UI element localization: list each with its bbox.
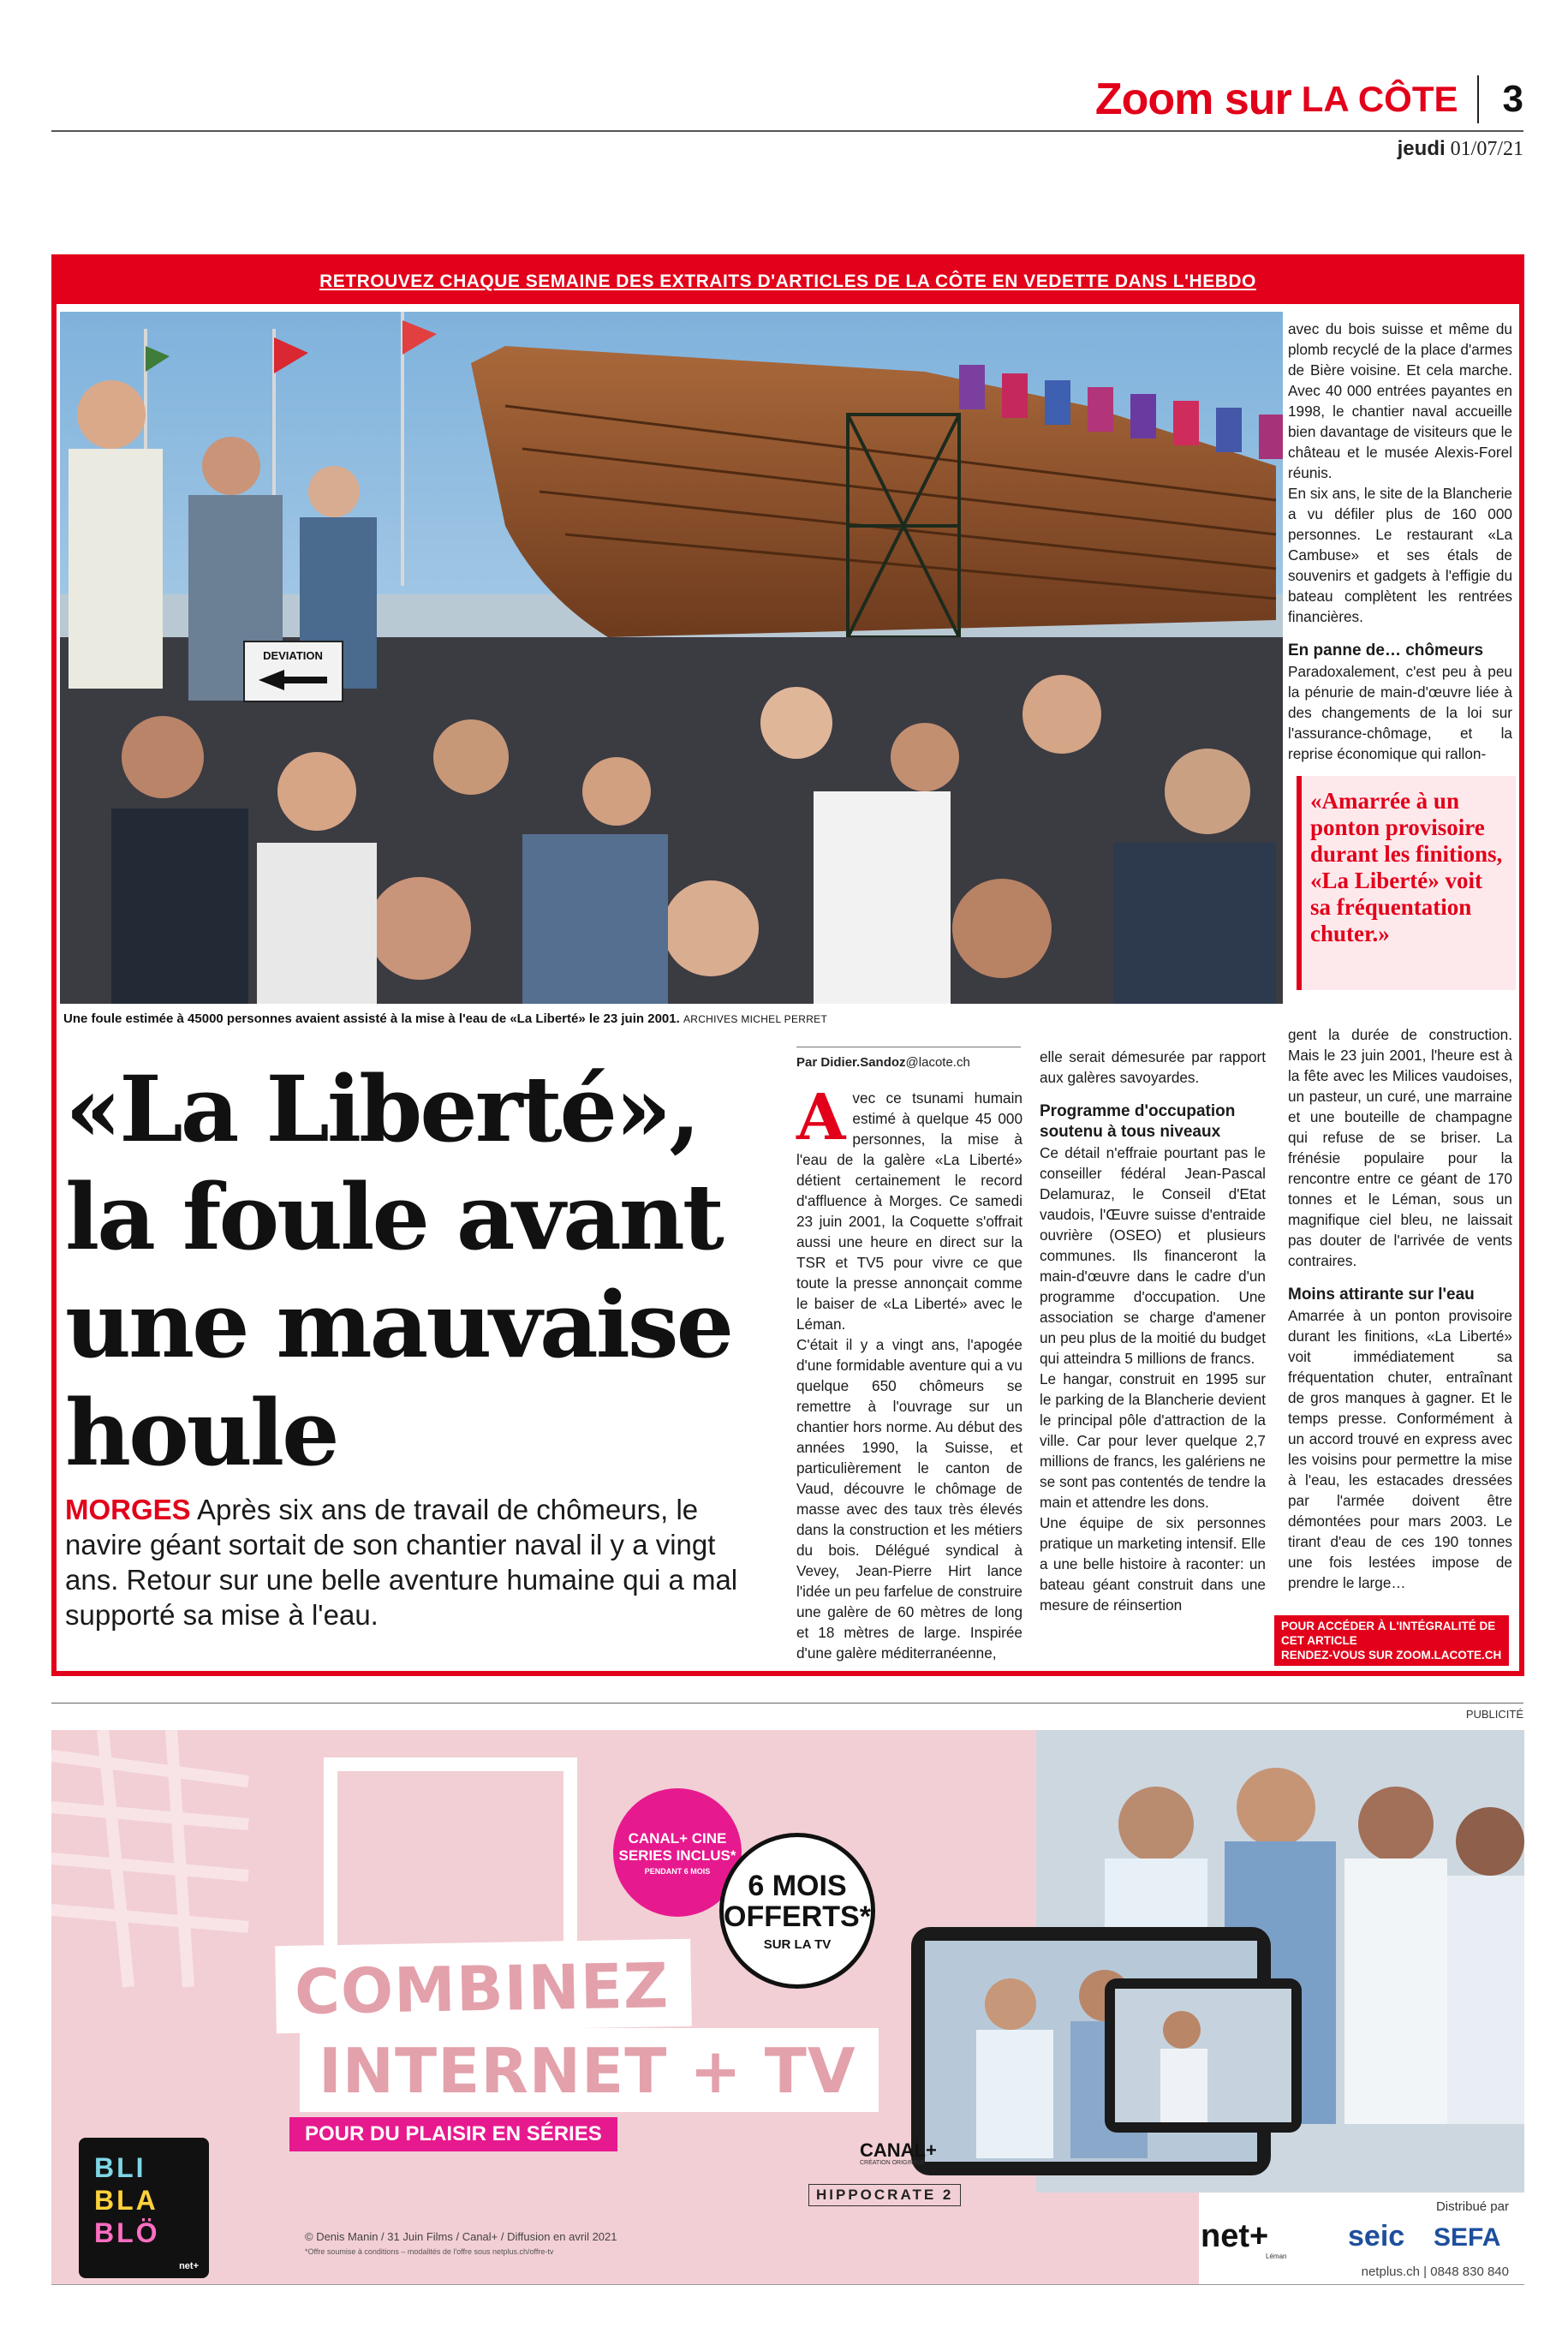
ad-disclaimer: *Offre soumise à conditions – modalités de l'offre sous netplus.ch/offre-tv bbox=[305, 2247, 554, 2256]
body-col2-paragraph-1: Ce détail n'effraie pourtant pas le conseiller fédéral Jean-Pascal Delamuraz, le Conseil d'Etat vaudois, l'Œuvre suisse d'entraide ouvrière (OSEO) et plusieurs communes. Ils financeront la main-d'œuvre dans le cadre d'un programme d'occupation. Une association se charge d'amener un peu plus de la moitié du budget qui atteindra 5 millions de francs. bbox=[1040, 1144, 1266, 1367]
body-col1-paragraph-1: vec ce tsunami humain estimé à quelque 45 000 personnes, la mise à l'eau de la galère «La Liberté» détient certainement le record d'affluence à Morges. Ce samedi 23 juin 2001, la Coquette s'offrait aussi une heure en direct sur la TSR et TV5 pour vivre ce que toute la presse annonçait comme le baiser de «La Liberté» avec le Léman. bbox=[796, 1089, 1022, 1333]
bliblablo-word-1: BLI bbox=[94, 2152, 146, 2183]
pullquote bbox=[1297, 776, 1516, 990]
bliblablo-word-3: BLÖ bbox=[94, 2217, 160, 2248]
canal-plus-sub: CRÉATION ORIGINALE bbox=[860, 2160, 925, 2166]
body-col2-paragraph-2: Le hangar, construit en 1995 sur le parking de la Blancherie devient le principal pôle d'attraction de la ville. Car pour lever quelque 2,7 millions de francs, les galériens ne se sont pas contentés de tendre la main et attendre les dons. bbox=[1040, 1370, 1266, 1511]
body-column-1 bbox=[796, 1081, 1022, 1663]
bliblablo-netplus: net+ bbox=[179, 2261, 199, 2271]
body-col2-subhead: Programme d'occupation soutenu à tous niveaux bbox=[1040, 1102, 1236, 1141]
ad-headline-1: COMBINEZ bbox=[275, 1939, 692, 2033]
photo-illustration bbox=[60, 312, 1283, 1004]
body-col3-paragraph: Amarrée à un ponton provisoire durant les finitions, «La Liberté» voit immédiatement sa fréquentation chuter, entraînant de gros manques à gagner. Et le temps presse. Conformément à un accord trouvé en express avec les voisins pour permettre la mise à l'eau, les estacades dressées par l'armée doivent être démontées pour mars 2003. Le tirant d'eau de ces 190 tonnes une fois lestées impose de prendre le large… bbox=[1288, 1307, 1512, 1591]
body-column-2 bbox=[1040, 1047, 1266, 1615]
lead-text: Après six ans de travail de chômeurs, le navire géant sortait de son chantier naval il y a vingt ans. Retour sur une belle aventure humaine qui a mal supporté sa mise à l'eau. bbox=[65, 1494, 738, 1631]
body-column-3 bbox=[1288, 1024, 1512, 1593]
dateline-day: jeudi bbox=[1397, 137, 1446, 160]
byline bbox=[796, 1055, 970, 1070]
netplus-leman: Léman bbox=[1266, 2252, 1287, 2260]
article-banner bbox=[57, 260, 1519, 304]
right-column bbox=[1288, 319, 1512, 764]
offer-main: 6 MOIS OFFERTS* bbox=[724, 1869, 871, 1933]
photo-credit: ARCHIVES MICHEL PERRET bbox=[683, 1013, 828, 1025]
section-label: Zoom sur bbox=[1094, 75, 1291, 124]
distributed-by: Distribué par bbox=[1435, 2199, 1509, 2214]
right-subhead: En panne de… chômeurs bbox=[1288, 641, 1484, 659]
dateline bbox=[1398, 137, 1523, 161]
caption-text: Une foule estimée à 45000 personnes avaient assisté à la mise à l'eau de «La Liberté» le 23 juin 2001. bbox=[63, 1011, 680, 1026]
offer-sub: SUR LA TV bbox=[763, 1936, 832, 1952]
header-rule bbox=[51, 130, 1523, 132]
body-col1-paragraph-2: C'était il y a vingt ans, l'apogée d'une formidable aventure qui a vu quelque 650 chômeurs se remettre à l'ouvrage sur un chantier hors norme. Au début des années 1990, la Suisse, et particulièrement le canton de Vaud, découvre le chômage de masse avec des taux très élevés dans la construction et les métiers du bois. Délégué syndical à Vevey, Jean-Pierre Hirt lance l'idée un peu farfelue de construire une galère de 60 mètres de long et 18 mètres de large. Inspirée d'une galère méditerranéenne, bbox=[796, 1336, 1022, 1662]
body-col2-paragraph-3: Une équipe de six personnes pratique un marketing intensif. Elle a une belle histoire à raconter: un bateau géant construit dans une mesure de réinsertion bbox=[1040, 1514, 1266, 1614]
read-more-box[interactable] bbox=[1274, 1615, 1509, 1666]
ad-tagline: POUR DU PLAISIR EN SÉRIES bbox=[289, 2117, 617, 2151]
netplus-logo: net+ bbox=[1201, 2218, 1269, 2254]
right-paragraph-2: En six ans, le site de la Blancherie a vu défiler plus de 160 000 personnes. Le restaurant «La Cambuse» et ses étals de souvenirs et gadgets à l'effigie du bateau complètent les rentrées financières. bbox=[1288, 485, 1512, 625]
byline-prefix: Par bbox=[796, 1055, 821, 1070]
body-col3-subhead: Moins attirante sur l'eau bbox=[1288, 1286, 1475, 1304]
cine-badge-text: CANAL+ CINE SERIES INCLUS* bbox=[618, 1829, 736, 1864]
body-col3-opening: gent la durée de construction. Mais le 23 juin 2001, l'heure est à la fête avec les Milices vaudoises, un pasteur, un curé, une marraine et une bouteille de champagne qui refuse de se briser. La frénésie populaire pour la rencontre entre ce géant de 170 tonnes et le Léman, sous un magnifique ciel bleu, ne laissait pas douter de l'arrivée de vents contraires. bbox=[1288, 1026, 1512, 1269]
masthead bbox=[1095, 72, 1523, 127]
article-photo bbox=[60, 312, 1283, 1004]
masthead-divider bbox=[1477, 75, 1479, 123]
hippocrate-logo: HIPPOCRATE 2 bbox=[808, 2184, 961, 2206]
sign-label: DEVIATION bbox=[263, 649, 323, 662]
sefa-logo: SEFA bbox=[1434, 2223, 1501, 2252]
ad-credits: © Denis Manin / 31 Juin Films / Canal+ / Diffusion en avril 2021 bbox=[305, 2230, 617, 2243]
body-col2-opening: elle serait démesurée par rapport aux galères savoyardes. bbox=[1040, 1048, 1266, 1086]
dateline-date: 01/07/21 bbox=[1450, 138, 1523, 160]
pullquote-text: «Amarrée à un ponton provisoire durant les finitions, «La Liberté» voit sa fréquentation chuter.» bbox=[1310, 788, 1503, 946]
right-subhead-paragraph: Paradoxalement, c'est peu à peu la pénurie de main-d'œuvre liée à des changements de la loi sur l'assurance-chômage, et la reprise économique qui rallon- bbox=[1288, 663, 1512, 762]
advertisement[interactable] bbox=[51, 1730, 1524, 2285]
photo-caption bbox=[63, 1011, 827, 1026]
deviation-sign bbox=[244, 641, 343, 701]
article-lead bbox=[65, 1492, 767, 1632]
ad-headline-2: INTERNET + TV bbox=[300, 2028, 879, 2112]
cine-badge-sub: PENDANT 6 MOIS bbox=[644, 1866, 711, 1876]
article-headline: «La Liberté», la foule avant une mauvaise houle bbox=[65, 1055, 732, 1486]
byline-domain: @lacote.ch bbox=[905, 1055, 970, 1070]
page-number: 3 bbox=[1502, 78, 1523, 120]
offer-badge bbox=[719, 1833, 875, 1989]
byline-author: Didier.Sandoz bbox=[820, 1055, 906, 1070]
banner-text: RETROUVEZ CHAQUE SEMAINE DES EXTRAITS D'ARTICLES DE LA CÔTE EN VEDETTE DANS L'HEBDO bbox=[319, 271, 1256, 291]
lead-kicker: MORGES bbox=[65, 1494, 191, 1525]
canal-plus-logo: CANAL+ bbox=[860, 2139, 937, 2161]
read-more-line-1: POUR ACCÉDER À L'INTÉGRALITÉ DE CET ARTICLE bbox=[1281, 1620, 1496, 1647]
right-paragraph-1: avec du bois suisse et même du plomb recyclé de la place d'armes de Bière voisine. Et cela marche. Avec 40 000 entrées payantes en 1998, le chantier naval accueille bien davantage de visiteurs que le château et le musée Alexis-Forel réunis. bbox=[1288, 320, 1512, 481]
seic-logo: seic bbox=[1348, 2220, 1405, 2252]
ad-devices bbox=[911, 1927, 1302, 2175]
bliblablo-word-2: BLA bbox=[94, 2185, 158, 2216]
ad-contact[interactable]: netplus.ch | 0848 830 840 bbox=[1361, 2264, 1509, 2279]
ad-label: PUBLICITÉ bbox=[1465, 1708, 1523, 1721]
read-more-link[interactable]: RENDEZ-VOUS SUR ZOOM.LACOTE.CH bbox=[1281, 1649, 1502, 1662]
bliblablo-logo bbox=[79, 2138, 209, 2278]
publication-name: LA CÔTE bbox=[1301, 79, 1458, 119]
dropcap: A bbox=[796, 1081, 846, 1155]
